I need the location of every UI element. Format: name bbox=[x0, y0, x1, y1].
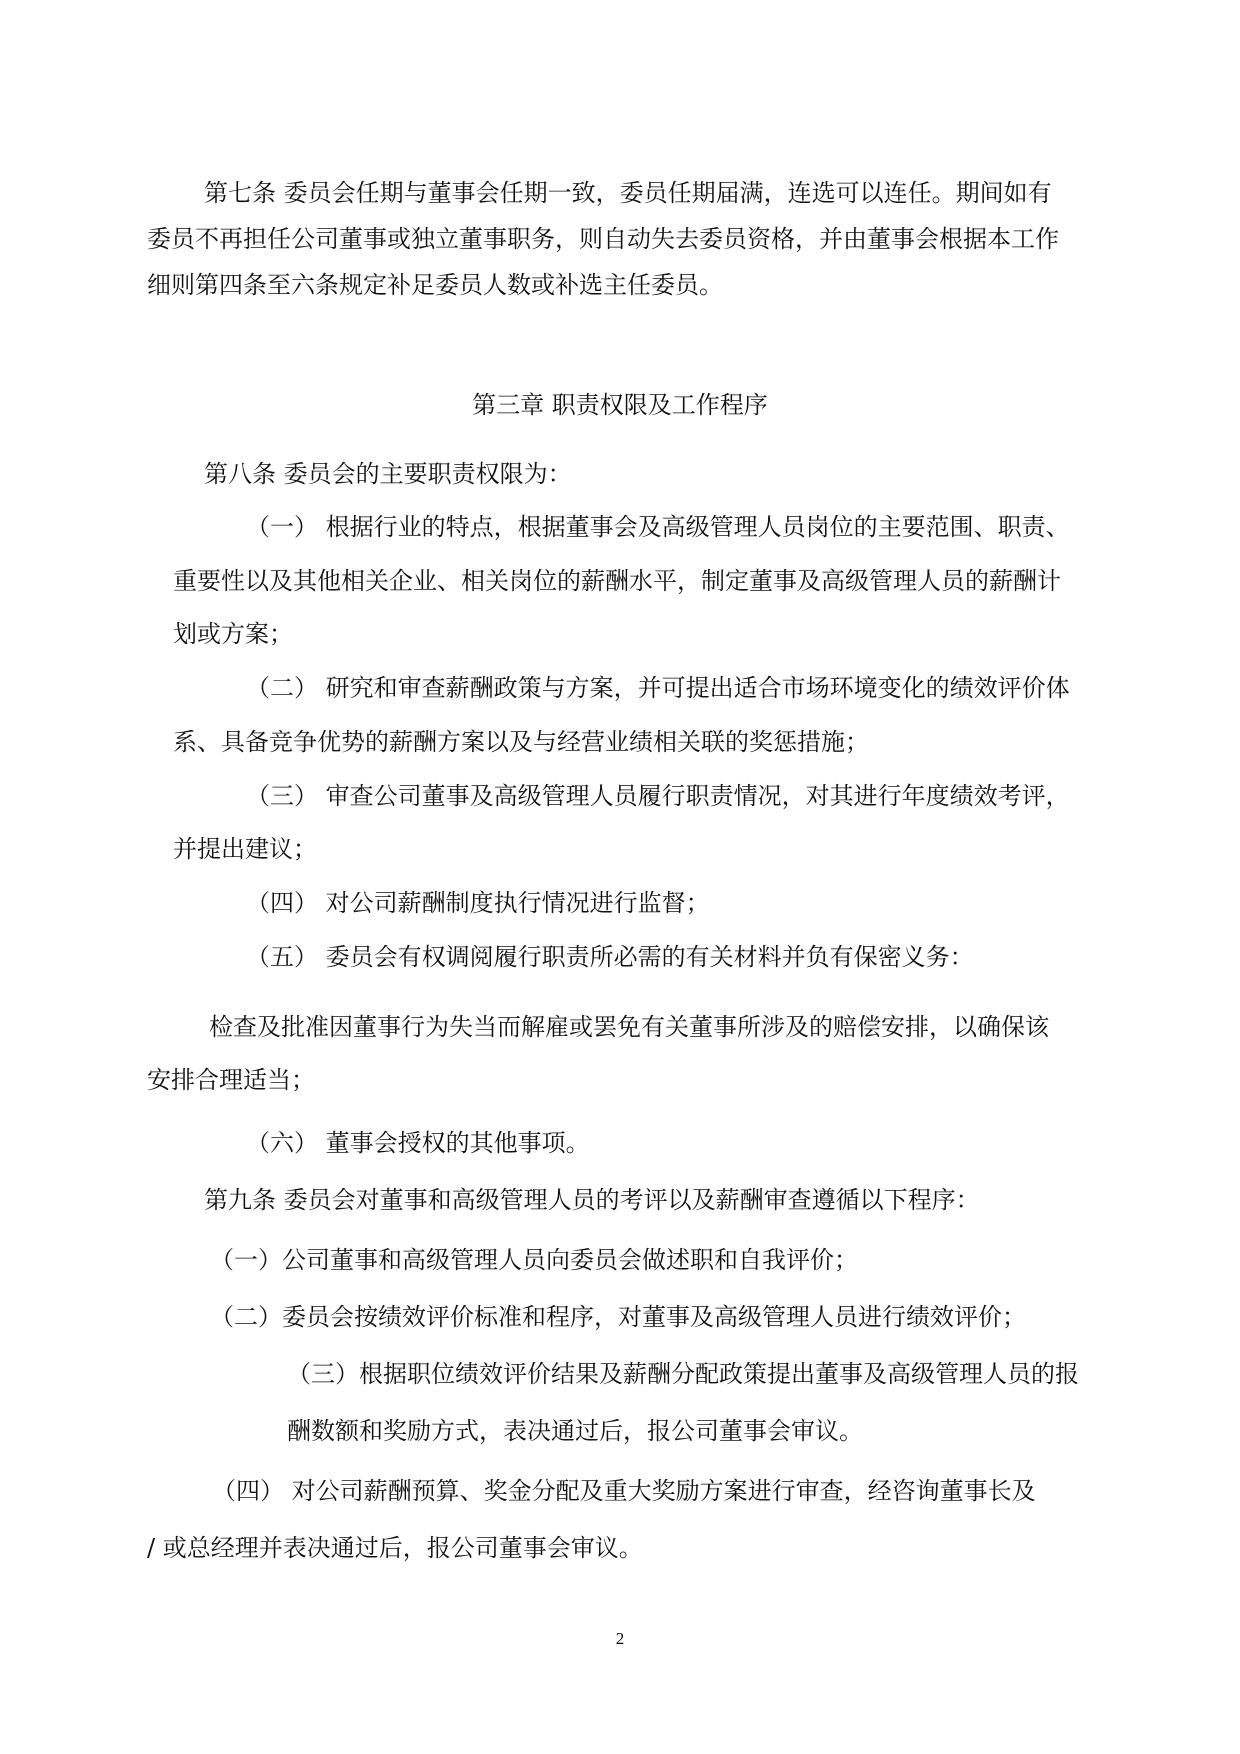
article8-item3-line2: 并提出建议； bbox=[173, 835, 317, 863]
article8-heading: 第八条 委员会的主要职责权限为： bbox=[204, 460, 572, 488]
article8-item2-line1: （二） 研究和审查薪酬政策与方案，并可提出适合市场环境变化的绩效评价体 bbox=[246, 674, 1070, 702]
article7-line3: 细则第四条至六条规定补足委员人数或补选主任委员。 bbox=[147, 271, 723, 299]
article9-item4-line1: （四） 对公司薪酬预算、奖金分配及重大奖励方案进行审查，经咨询董事长及 bbox=[212, 1477, 1036, 1505]
page-number: 2 bbox=[615, 1629, 625, 1648]
chapter-title: 第三章 职责权限及工作程序 bbox=[472, 391, 768, 419]
article8-item2-line2: 系、具备竞争优势的薪酬方案以及与经营业绩相关联的奖惩措施； bbox=[173, 728, 869, 756]
article7-line1: 第七条 委员会任期与董事会任期一致，委员任期届满，连选可以连任。期间如有 bbox=[204, 179, 1052, 207]
article9-item3-line1: （三）根据职位绩效评价结果及薪酬分配政策提出董事及高级管理人员的报 bbox=[287, 1360, 1079, 1388]
article8-item6: （六） 董事会授权的其他事项。 bbox=[246, 1129, 590, 1157]
article8-item1-line1: （一） 根据行业的特点，根据董事会及高级管理人员岗位的主要范围、职责、 bbox=[246, 513, 1070, 541]
article9-item2: （二）委员会按绩效评价标准和程序，对董事及高级管理人员进行绩效评价； bbox=[210, 1303, 1026, 1331]
article8-extra-line1: 检查及批准因董事行为失当而解雇或罢免有关董事所涉及的赔偿安排，以确保该 bbox=[209, 1013, 1049, 1041]
article8-item1-line3: 划或方案； bbox=[173, 620, 293, 648]
article9-item1: （一）公司董事和高级管理人员向委员会做述职和自我评价； bbox=[210, 1246, 858, 1274]
article8-extra-line2: 安排合理适当； bbox=[147, 1066, 315, 1094]
article9-item4-line2: / 或总经理并表决通过后，报公司董事会审议。 bbox=[147, 1534, 643, 1562]
article8-item1-line2: 重要性以及其他相关企业、相关岗位的薪酬水平，制定董事及高级管理人员的薪酬计 bbox=[173, 567, 1061, 595]
article9-heading: 第九条 委员会对董事和高级管理人员的考评以及薪酬审查遵循以下程序： bbox=[204, 1186, 980, 1214]
article7-line2: 委员不再担任公司董事或独立董事职务，则自动失去委员资格，并由董事会根据本工作 bbox=[147, 225, 1059, 253]
article8-item4: （四） 对公司薪酬制度执行情况进行监督； bbox=[246, 889, 710, 917]
article8-item3-line1: （三） 审查公司董事及高级管理人员履行职责情况，对其进行年度绩效考评， bbox=[246, 782, 1070, 810]
article9-item3-line2: 酬数额和奖励方式，表决通过后，报公司董事会审议。 bbox=[287, 1417, 863, 1445]
article8-item5: （五） 委员会有权调阅履行职责所必需的有关材料并负有保密义务： bbox=[246, 943, 974, 971]
